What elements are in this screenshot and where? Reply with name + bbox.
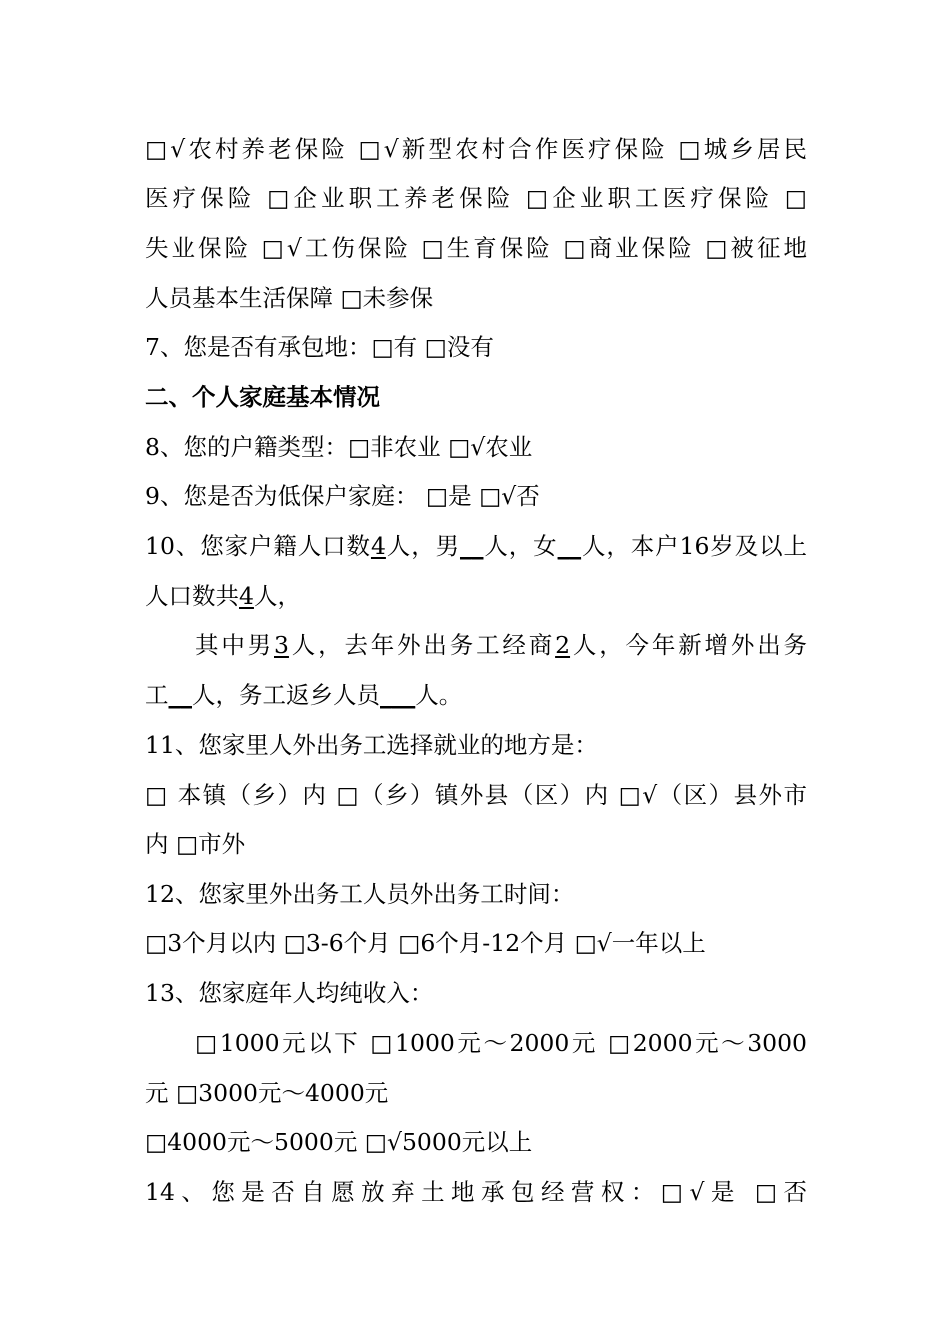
q10-text-k: 人，去年外出务工经商 [288, 631, 556, 659]
question-10-line-3 [195, 629, 807, 661]
q10-text-l: 人，今年新增外出务 [570, 631, 808, 659]
q10-text-h: 人口数共 [145, 582, 239, 610]
question-10-line-1 [145, 530, 807, 562]
question-14: 14、您是否自愿放弃土地承包经营权：□√是 □否 [145, 1178, 807, 1206]
q10-household-count: 4 [370, 532, 386, 560]
q10-adult-count: 4 [239, 582, 254, 610]
question-8: 8、您的户籍类型：□非农业 □√农业 [145, 433, 533, 461]
question-10-line-4 [145, 679, 807, 711]
question-12-options: □3个月以内 □3-6个月 □6个月-12个月 □√一年以上 [145, 929, 706, 957]
question-11: 11、您家里人外出务工选择就业的地方是： [145, 731, 598, 759]
question-11-options-line-2: 内 □市外 [145, 830, 246, 858]
q10-returnee-blank: ___ [380, 681, 416, 709]
question-13: 13、您家庭年人均纯收入： [145, 979, 434, 1007]
q10-male-blank: __ [459, 532, 484, 560]
question-13-options-line-3: □4000元～5000元 □√5000元以上 [145, 1128, 533, 1156]
insurance-options-line-2: 医疗保险 □企业职工养老保险 □企业职工医疗保险 □ [145, 184, 807, 212]
question-12: 12、您家里外出务工人员外出务工时间： [145, 880, 575, 908]
q10-text-j: 其中男 [195, 631, 274, 659]
insurance-options-line-4: 人员基本生活保障 □未参保 [145, 284, 434, 312]
q10-text-o: 人。 [415, 681, 463, 709]
question-13-options-line-2: 元 □3000元～4000元 [145, 1079, 389, 1107]
question-13-options-line-1: □1000元以下 □1000元～2000元 □2000元～3000 [195, 1029, 807, 1057]
q10-text-a: 10、您家户籍人口数 [145, 532, 371, 560]
section-heading-family: 二、个人家庭基本情况 [145, 383, 380, 411]
insurance-options-line-1: □√农村养老保险 □√新型农村合作医疗保险 □城乡居民 [145, 135, 807, 163]
q10-text-n: 人，务工返乡人员 [192, 681, 380, 709]
q10-new-migrant-blank: __ [168, 681, 192, 709]
insurance-options-line-3: 失业保险 □√工伤保险 □生育保险 □商业保险 □被征地 [145, 234, 807, 262]
q10-text-m: 工 [145, 681, 169, 709]
q10-text-g: 人，本户16岁及以上 [581, 532, 808, 560]
question-11-options-line-1: □ 本镇（乡）内 □（乡）镇外县（区）内 □√（区）县外市 [145, 781, 807, 809]
question-10-line-2 [145, 580, 807, 612]
q10-female-blank: __ [557, 532, 582, 560]
q10-text-i: 人， [253, 582, 301, 610]
q10-text-e: 人，女 [483, 532, 558, 560]
q10-text-c: 人，男 [385, 532, 460, 560]
q10-adult-male-count: 3 [274, 631, 289, 659]
question-7: 7、您是否有承包地：□有 □没有 [145, 333, 494, 361]
q10-migrant-count: 2 [555, 631, 571, 659]
question-9: 9、您是否为低保户家庭： □是 □√否 [145, 482, 540, 510]
